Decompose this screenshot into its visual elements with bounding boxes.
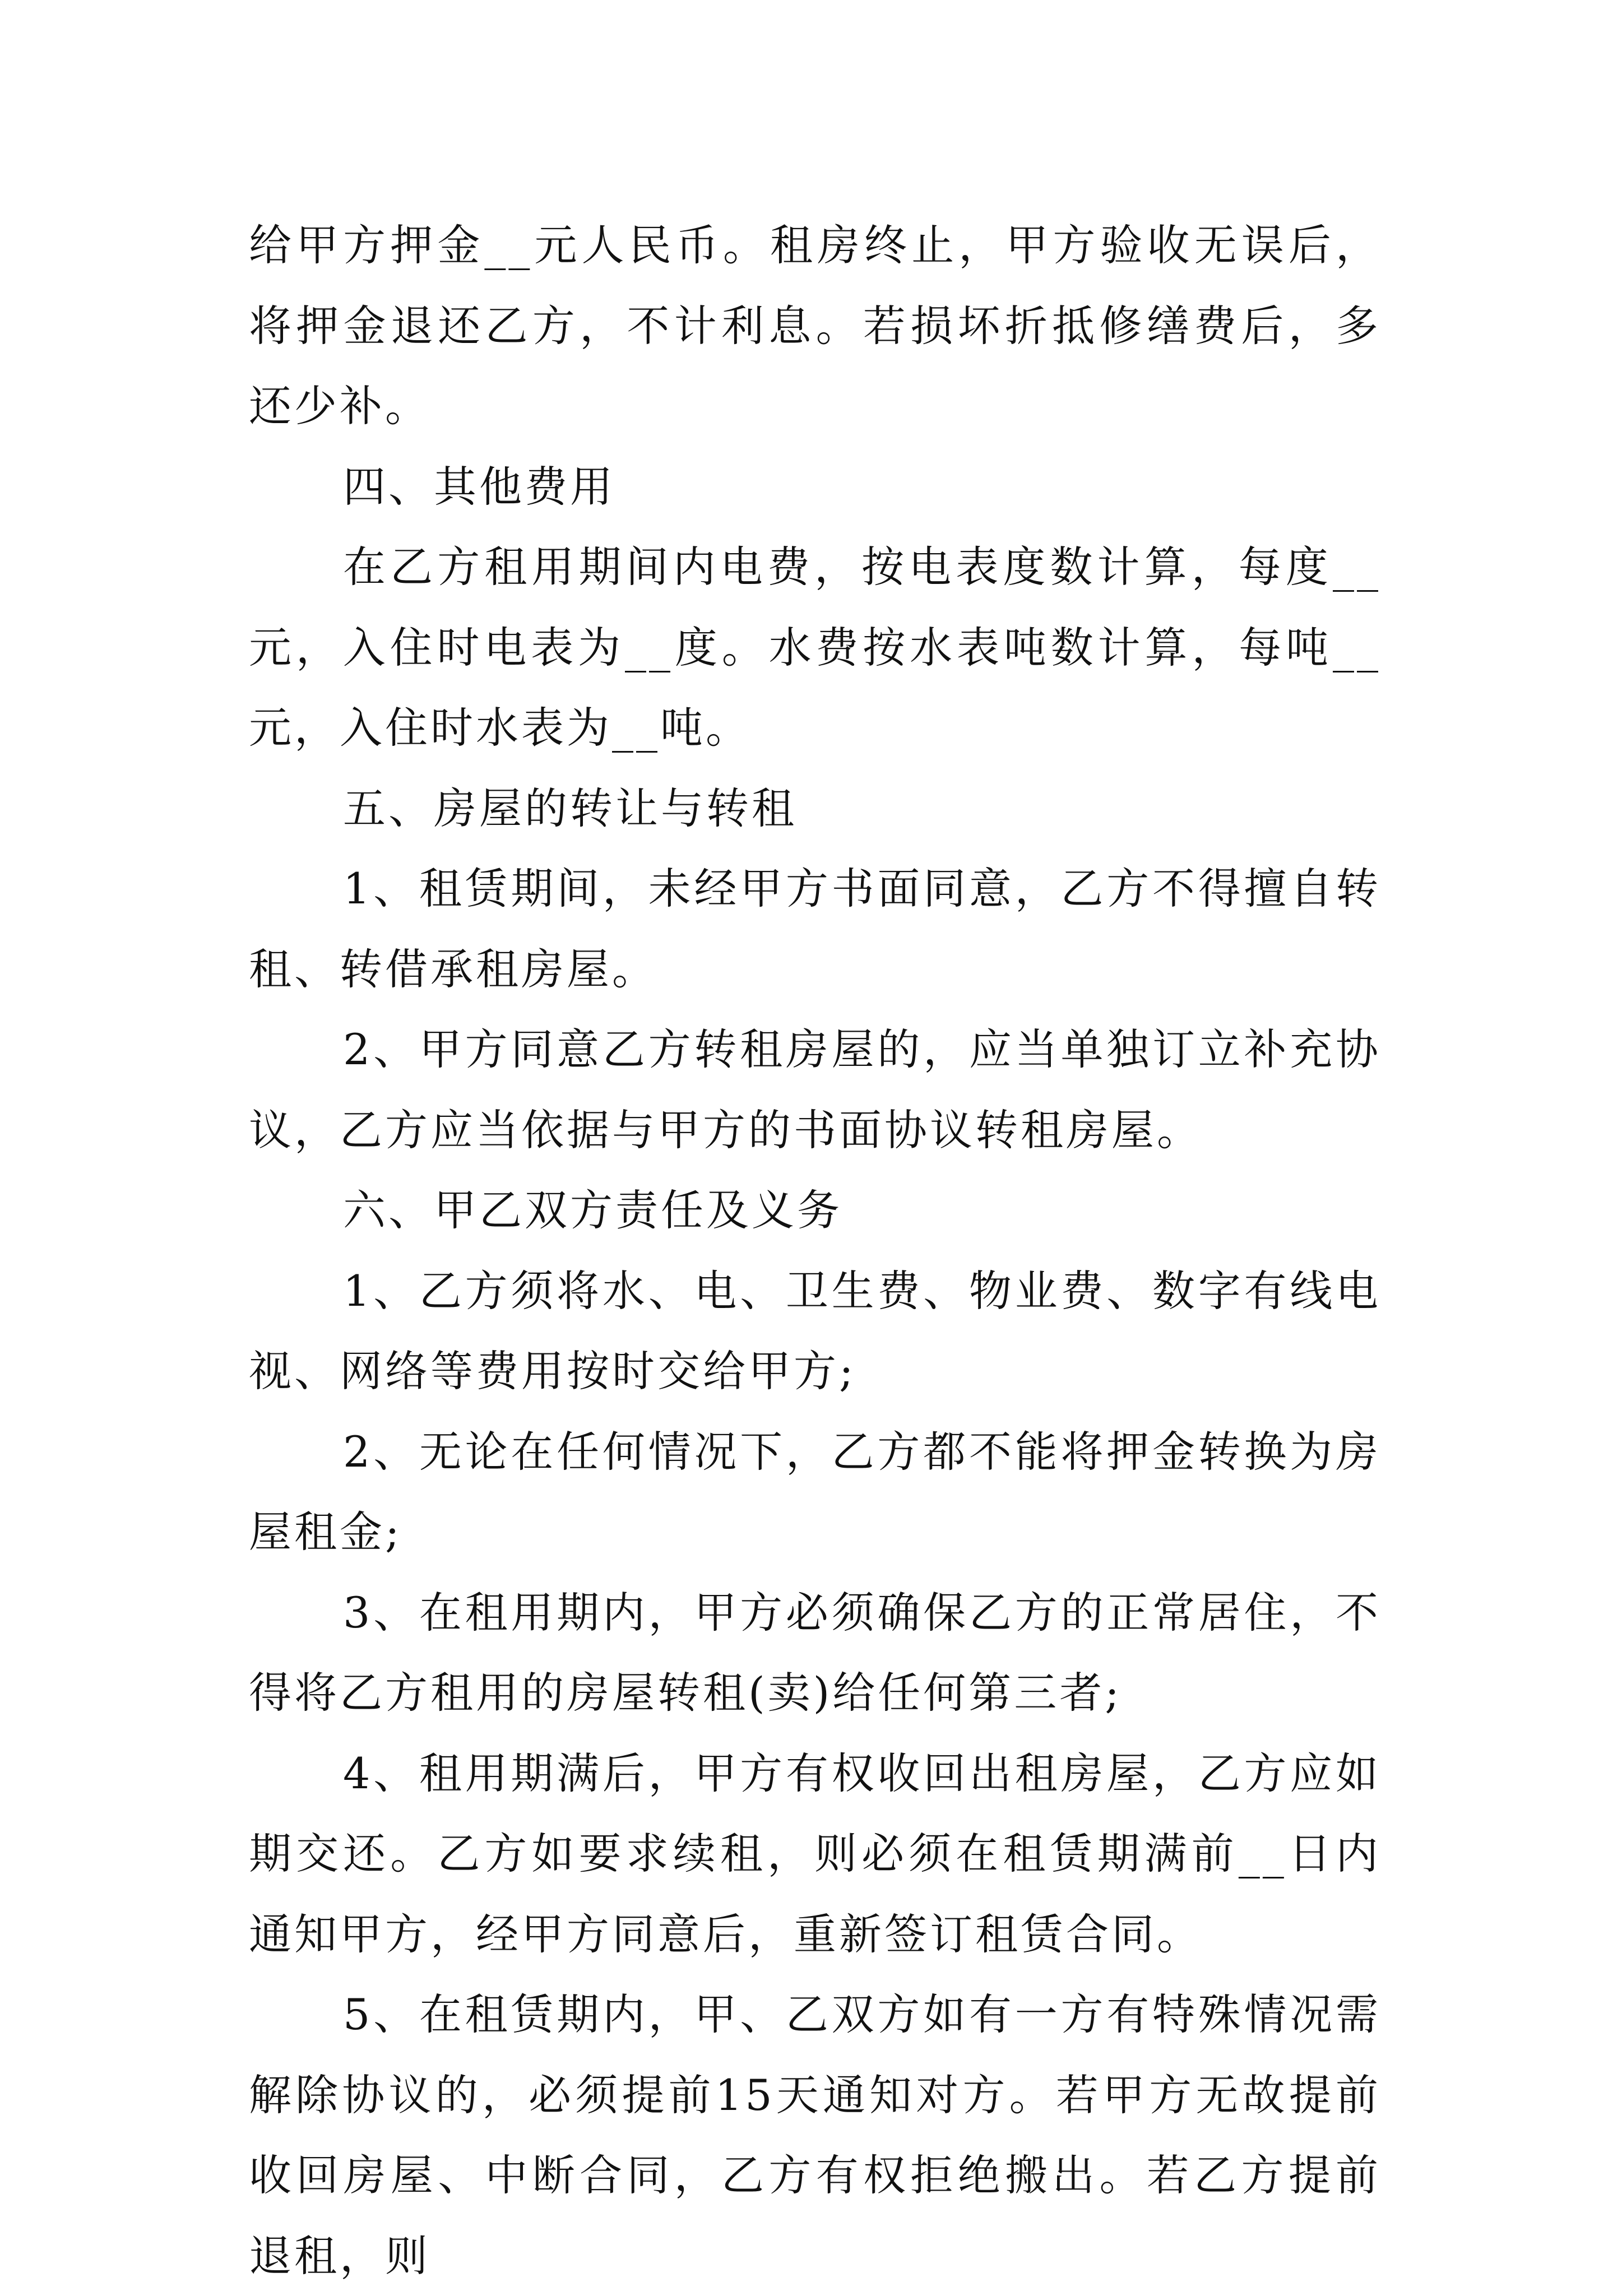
paragraph-section-5-item-2: 2、甲方同意乙方转租房屋的，应当单独订立补充协议，乙方应当依据与甲方的书面协议转租房屋。 — [249, 1024, 1381, 1155]
document-body — [249, 205, 1381, 2296]
section-4-heading: 四、其他费用 — [343, 461, 615, 512]
paragraph-section-4-body: 在乙方租用期间内电费，按电表度数计算，每度__元，入住时电表为__度。水费按水表吨数计算，每吨__元，入住时水表为__吨。 — [249, 542, 1381, 753]
section-6-heading: 六、甲乙双方责任及义务 — [343, 1185, 842, 1235]
section-5-heading: 五、房屋的转让与转租 — [343, 783, 797, 833]
paragraph-section-6-item-4: 4、租用期满后，甲方有权收回出租房屋，乙方应如期交还。乙方如要求续租，则必须在租赁期满前__日内通知甲方，经甲方同意后，重新签订租赁合同。 — [249, 1748, 1381, 1959]
paragraph-deposit-continuation: 给甲方押金__元人民币。租房终止，甲方验收无误后，将押金退还乙方，不计利息。若损坏折抵修缮费后，多还少补。 — [249, 220, 1381, 431]
paragraph-section-5-item-1: 1、租赁期间，未经甲方书面同意，乙方不得擅自转租、转借承租房屋。 — [249, 864, 1381, 994]
paragraph-section-6-item-2: 2、无论在任何情况下，乙方都不能将押金转换为房屋租金; — [249, 1426, 1381, 1557]
paragraph-section-6-item-1: 1、乙方须将水、电、卫生费、物业费、数字有线电视、网络等费用按时交给甲方; — [249, 1265, 1381, 1396]
paragraph-section-6-item-5: 5、在租赁期内，甲、乙双方如有一方有特殊情况需解除协议的，必须提前15天通知对方。若甲方无故提前收回房屋、中断合同，乙方有权拒绝搬出。若乙方提前退租，则 — [249, 1989, 1381, 2281]
paragraph-section-6-item-3: 3、在租用期内，甲方必须确保乙方的正常居住，不得将乙方租用的房屋转租(卖)给任何第三者; — [249, 1587, 1381, 1718]
